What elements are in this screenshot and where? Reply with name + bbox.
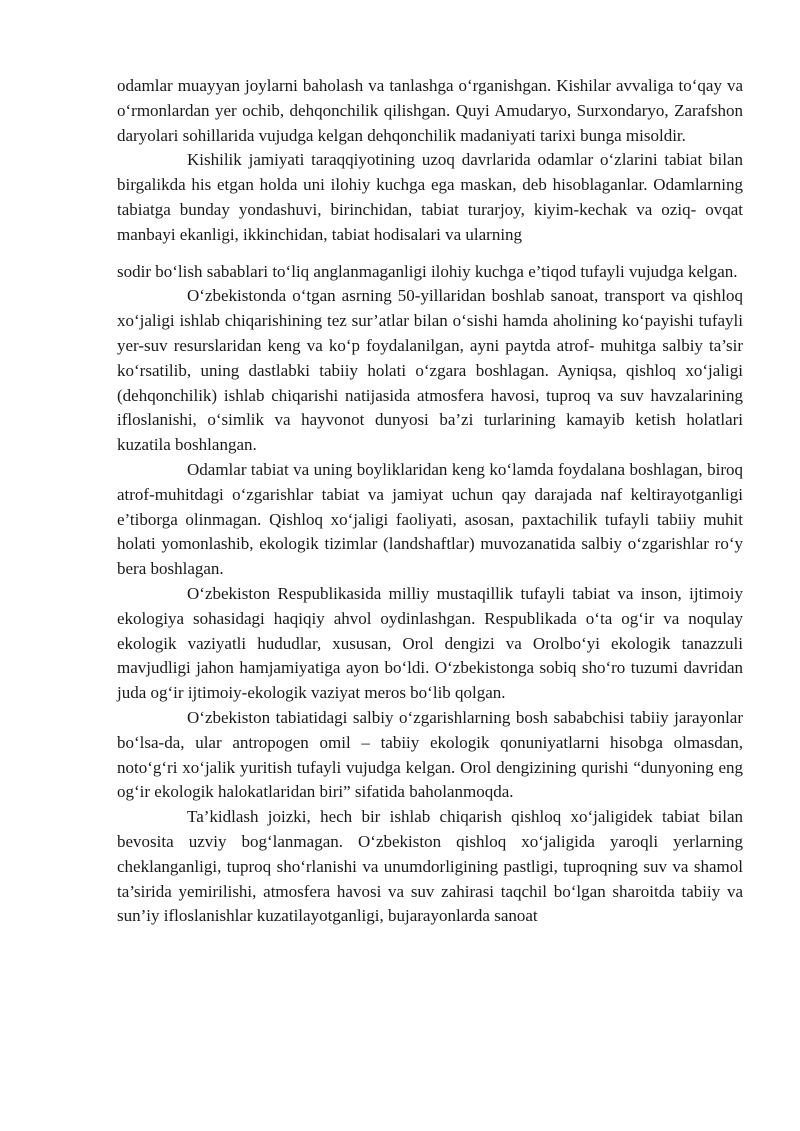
paragraph-6: O‘zbekiston Respublikasida milliy mustaqillik tufayli tabiat va inson, ijtimoiy ekologiya sohasidagi haqiqiy ahvol oydinlashgan. Respublikada o‘ta og‘ir va noqulay ekologik vaziyatli hududlar, xususan, Orol dengizi va Orolbo‘yi ekologik tanazzuli mavjudligi jahon hamjamiyatiga ayon bo‘ldi. O‘zbekistonga sobiq sho‘ro tuzumi davridan juda og‘ir ijtimoiy-ekologik vaziyat meros bo‘lib qolgan. <box>117 583 743 703</box>
paragraph-5: Odamlar tabiat va uning boyliklaridan keng ko‘lamda foydalana boshlagan, biroq atrof-muhitdagi o‘zgarishlar tabiat va jamiyat uchun qay darajada naf keltirayotganligi e’tiborga olinmagan. Qishloq xo‘jaligi faoliyati, asosan, paxtachilik tufayli tabiiy muhit holati yomonlashib, ekologik tizimlar (landshaftlar) muvozanatida salbiy o‘zgarishlar ro‘y bera boshlagan. <box>117 459 743 579</box>
paragraph-1: odamlar muayyan joylarni baholash va tanlashga o‘rganishgan. Kishilar avvaliga to‘qay va o‘rmonlardan yer ochib, dehqonchilik qilishgan. Quyi Amudaryo, Surxondaryo, Zarafshon daryolari sohillarida vujudga kelgan dehqonchilik madaniyati tarixi bunga misoldir. <box>117 76 743 145</box>
paragraph-4: O‘zbekistonda o‘tgan asrning 50-yillaridan boshlab sanoat, transport va qishloq xo‘jaligi ishlab chiqarishining tez sur’atlar bilan o‘sishi hamda aholining ko‘payishi tufayli yer-suv resurslaridan keng va ko‘p foydalanilgan, ayni paytda atrof- muhitga salbiy ta’sir ko‘rsatilib, uning dastlabki tabiiy holati o‘zgara boshlagan. Ayniqsa, qishloq xo‘jaligi (dehqonchilik) ishlab chiqarishi natijasida atmosfera havosi, tuproq va suv havzalarining ifloslanishi, o‘simlik va hayvonot dunyosi ba’zi turlarining kamayib ketish holatlari kuzatila boshlangan. <box>117 286 743 455</box>
paragraph-8: Ta’kidlash joizki, hech bir ishlab chiqarish qishloq xo‘jaligidek tabiat bilan bevosita uzviy bog‘lanmagan. O‘zbekiston qishloq xo‘jaligida yaroqli yerlarning cheklanganligi, tuproq sho‘rlanishi va unumdorligining pastligi, tuproqning suv va shamol ta’sirida yemirilishi, atmosfera havosi va suv zahirasi taqchil bo‘lgan sharoitda tabiiy va sun’iy ifloslanishlar kuzatilayotganligi, bujarayonlarda sanoat <box>117 807 743 926</box>
paragraph-7: O‘zbekiston tabiatidagi salbiy o‘zgarishlarning bosh sababchisi tabiiy jarayonlar bo‘lsa-da, ular antropogen omil – tabiiy ekologik qonuniyatlarni hisobga olmasdan, noto‘g‘ri xo‘jalik yuritish tufayli vujudga kelgan. Orol dengizining qurishi “dunyoning eng og‘ir ekologik halokatlaridan biri” sifatida baholanmoqda. <box>117 707 743 802</box>
paragraph-2: Kishilik jamiyati taraqqiyotining uzoq davrlarida odamlar o‘zlarini tabiat bilan birgalikda his etgan holda uni ilohiy kuchga ega maskan, deb hisoblaganlar. Odamlarning tabiatga bunday yondashuvi, birinchidan, tabiat turarjoy, kiyim-kechak va oziq- ovqat manbayi ekanligi, ikkinchidan, tabiat hodisalari va ularning <box>117 150 743 244</box>
document-page <box>117 74 743 929</box>
paragraph-3: sodir bo‘lish sabablari to‘liq anglanmaganligi ilohiy kuchga e’tiqod tufayli vujudga kelgan. <box>117 261 738 281</box>
